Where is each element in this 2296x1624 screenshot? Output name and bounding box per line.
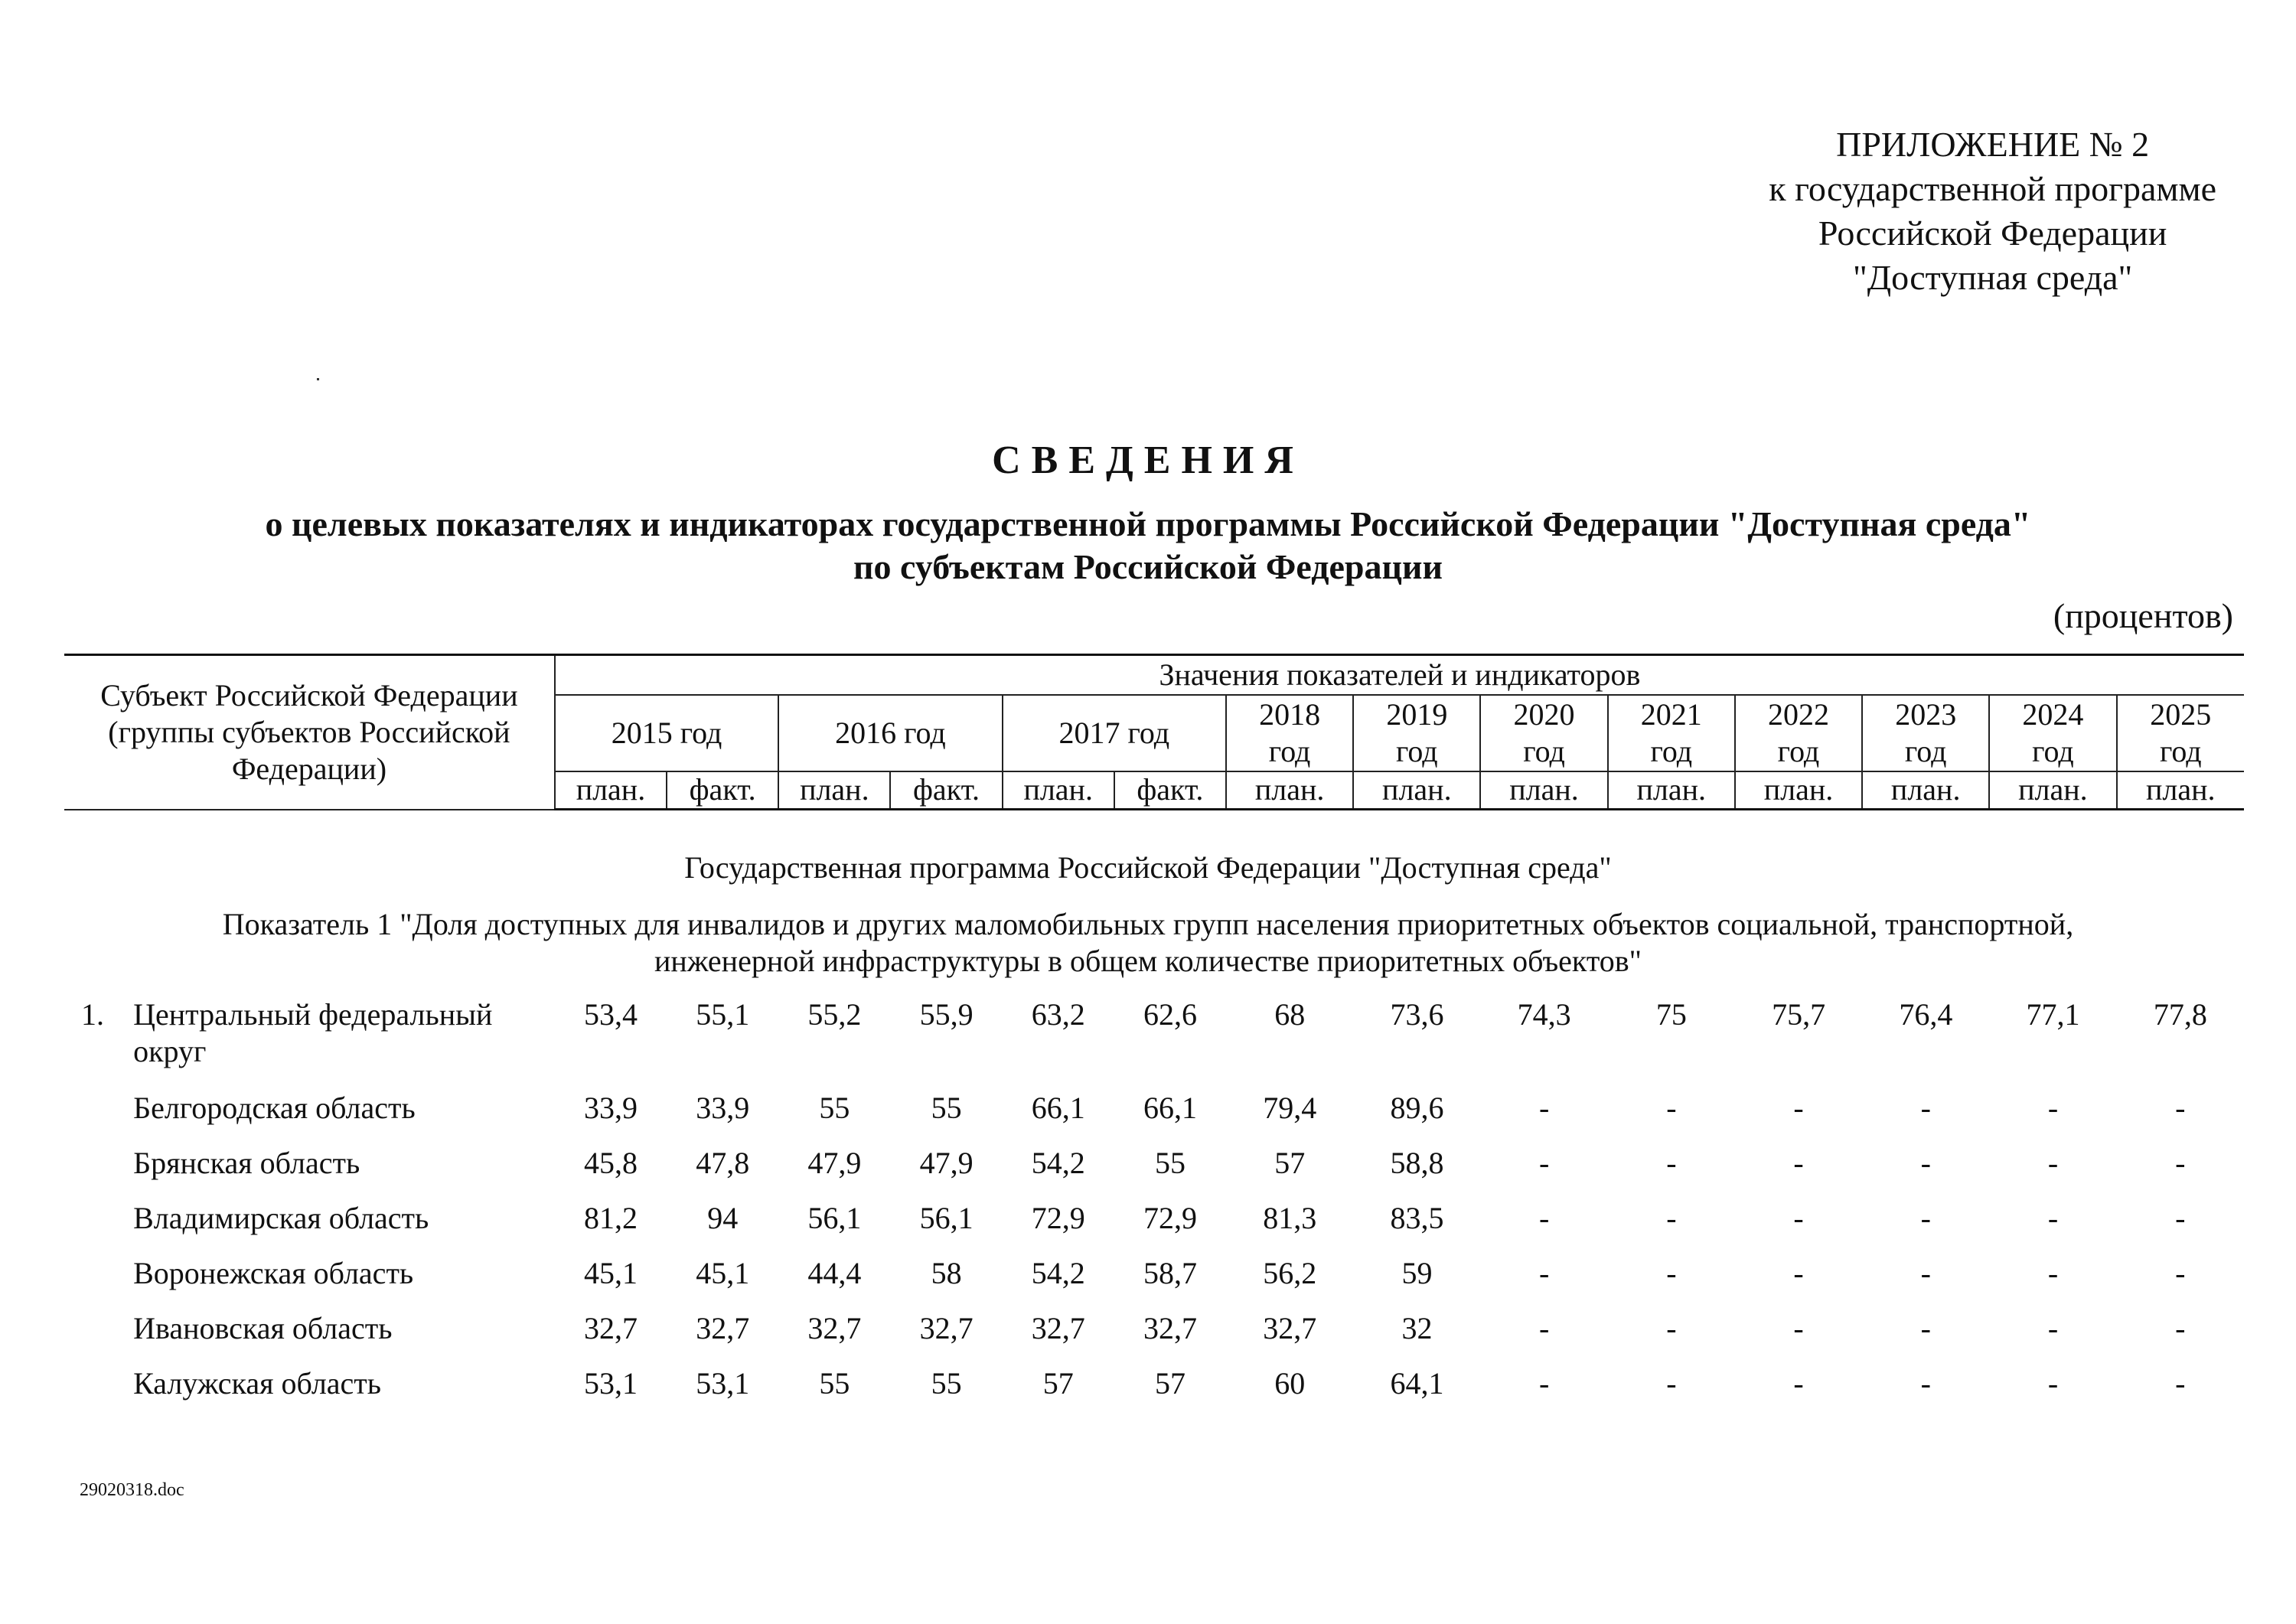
value-cell: - bbox=[2047, 1311, 2059, 1345]
year-header: 2021 год bbox=[1608, 695, 1735, 771]
table-row bbox=[64, 1090, 2244, 1145]
region-name: Белгородская область bbox=[133, 1091, 416, 1125]
value-cell: - bbox=[2175, 1256, 2186, 1290]
plan-header: план. bbox=[778, 771, 890, 810]
year-header: 2023 год bbox=[1862, 695, 1989, 771]
value-cell: 57 bbox=[1155, 1366, 1186, 1401]
document-code: 29020318.doc bbox=[80, 1480, 184, 1500]
region-name: Воронежская область bbox=[133, 1256, 414, 1290]
value-cell: 63,2 bbox=[1031, 997, 1085, 1032]
table-row bbox=[64, 1200, 2244, 1255]
values-column-header: Значения показателей и индикаторов bbox=[555, 655, 2244, 695]
plan-header: план. bbox=[1353, 771, 1480, 810]
value-cell: - bbox=[1920, 1146, 1931, 1180]
value-cell: 56,1 bbox=[919, 1201, 974, 1235]
value-cell: - bbox=[2047, 1366, 2059, 1401]
value-cell: 72,9 bbox=[1143, 1201, 1197, 1235]
year-header: 2024 год bbox=[1989, 695, 2116, 771]
value-cell: - bbox=[1666, 1146, 1677, 1180]
year-header: 2025 год bbox=[2117, 695, 2244, 771]
region-name: Владимирская область bbox=[133, 1201, 429, 1235]
value-cell: - bbox=[2175, 1366, 2186, 1401]
appendix-number: ПРИЛОЖЕНИЕ № 2 bbox=[1836, 125, 2150, 164]
value-cell: 57 bbox=[1042, 1366, 1074, 1401]
value-cell: 75,7 bbox=[1772, 997, 1826, 1032]
value-cell: 54,2 bbox=[1031, 1256, 1085, 1290]
document-heading: СВЕДЕНИЯ bbox=[992, 439, 1304, 482]
value-cell: 33,9 bbox=[583, 1091, 638, 1125]
value-cell: - bbox=[2047, 1146, 2059, 1180]
appendix-block bbox=[1769, 122, 2216, 300]
value-cell: - bbox=[1538, 1091, 1550, 1125]
value-cell: - bbox=[2047, 1256, 2059, 1290]
region-name: Ивановская область bbox=[133, 1311, 393, 1345]
value-cell: 57 bbox=[1274, 1146, 1306, 1180]
fact-header: факт. bbox=[667, 771, 778, 810]
value-cell: - bbox=[1538, 1311, 1550, 1345]
table-header bbox=[64, 654, 2244, 810]
table-row bbox=[64, 1365, 2244, 1420]
plan-header: план. bbox=[1862, 771, 1989, 810]
value-cell: - bbox=[2175, 1201, 2186, 1235]
row-number bbox=[64, 1090, 133, 1145]
plan-header: план. bbox=[1480, 771, 1607, 810]
value-cell: 47,8 bbox=[696, 1146, 750, 1180]
table-row bbox=[64, 1145, 2244, 1200]
value-cell: 58,7 bbox=[1143, 1256, 1197, 1290]
value-cell: - bbox=[1538, 1366, 1550, 1401]
value-cell: 53,1 bbox=[696, 1366, 750, 1401]
appendix-line: "Доступная среда" bbox=[1852, 258, 2133, 297]
value-cell: 89,6 bbox=[1390, 1091, 1444, 1125]
appendix-line: Российской Федерации bbox=[1818, 214, 2167, 253]
year-header: 2020 год bbox=[1480, 695, 1607, 771]
program-heading: Государственная программа Российской Федерации "Доступная среда" bbox=[684, 850, 1612, 885]
value-cell: 32,7 bbox=[807, 1311, 862, 1345]
table-row bbox=[64, 1310, 2244, 1365]
value-cell: - bbox=[1920, 1201, 1931, 1235]
indicator-heading bbox=[0, 906, 2296, 980]
value-cell: 54,2 bbox=[1031, 1146, 1085, 1180]
row-number bbox=[64, 1365, 133, 1420]
value-cell: 32,7 bbox=[696, 1311, 750, 1345]
value-cell: - bbox=[2175, 1146, 2186, 1180]
table-row bbox=[64, 996, 2244, 1090]
value-cell: - bbox=[1920, 1256, 1931, 1290]
row-number bbox=[64, 1200, 133, 1255]
value-cell: 45,1 bbox=[696, 1256, 750, 1290]
value-cell: 47,9 bbox=[807, 1146, 862, 1180]
value-cell: 55,1 bbox=[696, 997, 750, 1032]
value-cell: 32,7 bbox=[919, 1311, 974, 1345]
value-cell: 55 bbox=[1155, 1146, 1186, 1180]
value-cell: 62,6 bbox=[1143, 997, 1197, 1032]
value-cell: - bbox=[1666, 1311, 1677, 1345]
value-cell: 81,3 bbox=[1263, 1201, 1317, 1235]
value-cell: - bbox=[1666, 1201, 1677, 1235]
document-title: о целевых показателях и индикаторах государственной программы Российской Федерации "Доступная среда" bbox=[265, 504, 2031, 543]
value-cell: 66,1 bbox=[1143, 1091, 1197, 1125]
value-cell: - bbox=[1793, 1366, 1804, 1401]
plan-header: план. bbox=[1226, 771, 1353, 810]
value-cell: 32,7 bbox=[583, 1311, 638, 1345]
plan-header: план. bbox=[1608, 771, 1735, 810]
value-cell: - bbox=[1666, 1091, 1677, 1125]
value-cell: 66,1 bbox=[1031, 1091, 1085, 1125]
value-cell: 60 bbox=[1274, 1366, 1306, 1401]
plan-header: план. bbox=[1989, 771, 2116, 810]
value-cell: - bbox=[1538, 1256, 1550, 1290]
value-cell: 53,4 bbox=[583, 997, 638, 1032]
row-number: 1. bbox=[81, 997, 104, 1032]
value-cell: 44,4 bbox=[807, 1256, 862, 1290]
value-cell: - bbox=[1920, 1091, 1931, 1125]
plan-header: план. bbox=[1735, 771, 1862, 810]
value-cell: - bbox=[2047, 1091, 2059, 1125]
fact-header: факт. bbox=[1114, 771, 1226, 810]
stray-dot bbox=[317, 378, 319, 380]
year-header: 2019 год bbox=[1353, 695, 1480, 771]
value-cell: 68 bbox=[1274, 997, 1306, 1032]
value-cell: 56,2 bbox=[1263, 1256, 1317, 1290]
value-cell: 72,9 bbox=[1031, 1201, 1085, 1235]
value-cell: 55,9 bbox=[919, 997, 974, 1032]
value-cell: - bbox=[1666, 1256, 1677, 1290]
value-cell: 77,1 bbox=[2026, 997, 2080, 1032]
row-number bbox=[64, 1310, 133, 1365]
value-cell: 32 bbox=[1401, 1311, 1433, 1345]
value-cell: 32,7 bbox=[1143, 1311, 1197, 1345]
value-cell: 55 bbox=[819, 1366, 850, 1401]
row-number bbox=[64, 1145, 133, 1200]
value-cell: - bbox=[1793, 1256, 1804, 1290]
value-cell: 58,8 bbox=[1390, 1146, 1444, 1180]
document-subtitle: по субъектам Российской Федерации bbox=[853, 547, 1443, 586]
value-cell: - bbox=[1538, 1146, 1550, 1180]
value-cell: - bbox=[1793, 1311, 1804, 1345]
value-cell: 45,8 bbox=[583, 1146, 638, 1180]
year-header: 2016 год bbox=[778, 695, 1002, 771]
value-cell: 76,4 bbox=[1899, 997, 1953, 1032]
units-label: (процентов) bbox=[2053, 596, 2233, 635]
plan-header: план. bbox=[555, 771, 667, 810]
appendix-line: к государственной программе bbox=[1769, 169, 2216, 208]
plan-header: план. bbox=[2117, 771, 2244, 810]
year-header: 2017 год bbox=[1003, 695, 1226, 771]
fact-header: факт. bbox=[890, 771, 1002, 810]
value-cell: - bbox=[1666, 1366, 1677, 1401]
value-cell: - bbox=[2047, 1201, 2059, 1235]
value-cell: - bbox=[1793, 1146, 1804, 1180]
year-header: 2022 год bbox=[1735, 695, 1862, 771]
value-cell: 32,7 bbox=[1263, 1311, 1317, 1345]
value-cell: - bbox=[2175, 1091, 2186, 1125]
value-cell: - bbox=[1538, 1201, 1550, 1235]
value-cell: 64,1 bbox=[1390, 1366, 1444, 1401]
value-cell: - bbox=[1920, 1311, 1931, 1345]
region-name: Калужская область bbox=[133, 1366, 382, 1401]
plan-header: план. bbox=[1003, 771, 1114, 810]
value-cell: 45,1 bbox=[583, 1256, 638, 1290]
value-cell: 55 bbox=[819, 1091, 850, 1125]
value-cell: - bbox=[1793, 1091, 1804, 1125]
year-header: 2015 год bbox=[555, 695, 778, 771]
value-cell: 56,1 bbox=[807, 1201, 862, 1235]
value-cell: 74,3 bbox=[1517, 997, 1571, 1032]
indicator-line: Показатель 1 "Доля доступных для инвалидов и других маломобильных групп населения приоритетных объектов социальной, транспортной, bbox=[222, 907, 2074, 941]
value-cell: 32,7 bbox=[1031, 1311, 1085, 1345]
region-name: Центральный федеральный округ bbox=[133, 997, 493, 1068]
subject-column-header: Субъект Российской Федерации (группы субъектов Российской Федерации) bbox=[64, 655, 555, 810]
value-cell: - bbox=[1920, 1366, 1931, 1401]
value-cell: 59 bbox=[1401, 1256, 1433, 1290]
value-cell: 81,2 bbox=[583, 1201, 638, 1235]
value-cell: 58 bbox=[931, 1256, 962, 1290]
table-row bbox=[64, 1255, 2244, 1310]
value-cell: 55 bbox=[931, 1091, 962, 1125]
data-table bbox=[64, 996, 2244, 1420]
value-cell: 33,9 bbox=[696, 1091, 750, 1125]
value-cell: 94 bbox=[707, 1201, 739, 1235]
value-cell: 75 bbox=[1655, 997, 1687, 1032]
value-cell: 73,6 bbox=[1390, 997, 1444, 1032]
value-cell: - bbox=[2175, 1311, 2186, 1345]
value-cell: 47,9 bbox=[919, 1146, 974, 1180]
value-cell: 79,4 bbox=[1263, 1091, 1317, 1125]
indicator-line: инженерной инфраструктуры в общем количестве приоритетных объектов" bbox=[654, 944, 1642, 978]
value-cell: 77,8 bbox=[2153, 997, 2207, 1032]
value-cell: - bbox=[1793, 1201, 1804, 1235]
value-cell: 53,1 bbox=[583, 1366, 638, 1401]
value-cell: 83,5 bbox=[1390, 1201, 1444, 1235]
value-cell: 55 bbox=[931, 1366, 962, 1401]
region-name: Брянская область bbox=[133, 1146, 360, 1180]
year-header: 2018 год bbox=[1226, 695, 1353, 771]
row-number bbox=[64, 1255, 133, 1310]
value-cell: 55,2 bbox=[807, 997, 862, 1032]
